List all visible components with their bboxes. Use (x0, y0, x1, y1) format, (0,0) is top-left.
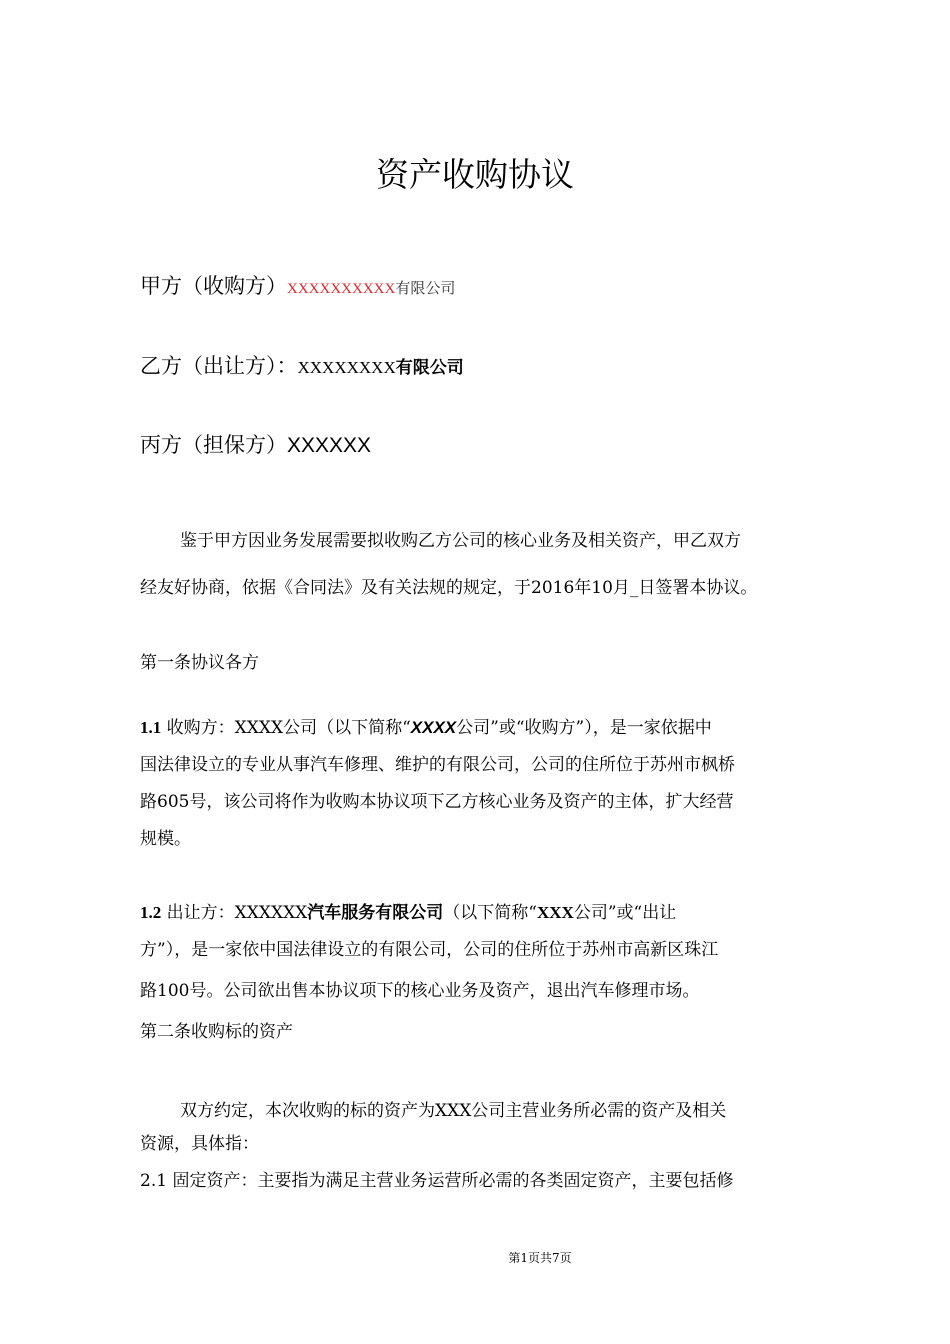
clause-1-2-bold-b: XXX (536, 903, 574, 922)
article-1-heading: 第一条协议各方 (140, 653, 259, 673)
party-c-line (140, 429, 371, 462)
party-a-name: XXXXXXXXXX (287, 281, 396, 297)
clause-1-2-number: 1.2 (140, 903, 162, 922)
article-2-line-2: 资源，具体指： (140, 1134, 259, 1154)
party-a-label: 甲方（收购方） (140, 274, 287, 298)
intro-line-1: 鉴于甲方因业务发展需要拟收购乙方公司的核心业务及相关资产，甲乙双方 (180, 531, 741, 551)
intro-line-2: 经友好协商，依据《合同法》及有关法规的规定，于2016年10月_日签署本协议。 (140, 578, 758, 598)
clause-1-2-text-b: （以下简称“ (443, 903, 537, 923)
article-2-line-3: 2.1 固定资产：主要指为满足主营业务运营所必需的各类固定资产，主要包括修 (140, 1171, 734, 1191)
party-c-name: XXXXXX (287, 434, 372, 457)
page-footer: 第1页共7页 (508, 1251, 572, 1265)
clause-1-2-text-a: 出让方：XXXXXX (161, 903, 308, 923)
clause-1-1-text-a: 收购方：XXXX公司（以下简称“ (161, 718, 411, 738)
clause-1-1-text-b: 公司”或“收购方”），是一家依据中 (456, 718, 712, 738)
party-b-line (140, 350, 464, 384)
clause-1-1-emphasis: XXXX (410, 718, 457, 737)
clause-1-2-line-3: 路100号。公司欲出售本协议项下的核心业务及资产，退出汽车修理市场。 (140, 981, 700, 1001)
party-b-suffix: 有限公司 (395, 358, 464, 378)
clause-1-2-bold-a: 汽车服务有限公司 (307, 903, 444, 923)
clause-1-1-line-2: 国法律设立的专业从事汽车修理、维护的有限公司，公司的住所位于苏州市枫桥 (140, 755, 735, 775)
party-c-label: 丙方（担保方） (140, 433, 287, 457)
party-a-line (140, 270, 455, 305)
clause-1-2-line-2: 方”），是一家依中国法律设立的有限公司，公司的住所位于苏州市高新区珠江 (140, 940, 719, 960)
article-2-line-1: 双方约定，本次收购的标的资产为XXX公司主营业务所必需的资产及相关 (180, 1101, 727, 1121)
clause-1-1-line-1 (140, 715, 712, 741)
clause-1-2-line-1 (140, 900, 676, 926)
clause-1-1-line-4: 规模。 (140, 829, 191, 849)
party-b-name: XXXXXXXX (297, 358, 396, 377)
clause-1-1-line-3: 路605号，该公司将作为收购本协议项下乙方核心业务及资产的主体，扩大经营 (140, 792, 734, 812)
party-a-suffix: 有限公司 (395, 279, 456, 297)
clause-1-2-text-c: 公司”或“出让 (573, 903, 677, 923)
clause-1-1-number: 1.1 (140, 718, 162, 737)
article-2-heading: 第二条收购标的资产 (140, 1022, 293, 1042)
document-title: 资产收购协议 (376, 155, 574, 194)
party-b-label: 乙方（出让方）： (140, 354, 298, 378)
